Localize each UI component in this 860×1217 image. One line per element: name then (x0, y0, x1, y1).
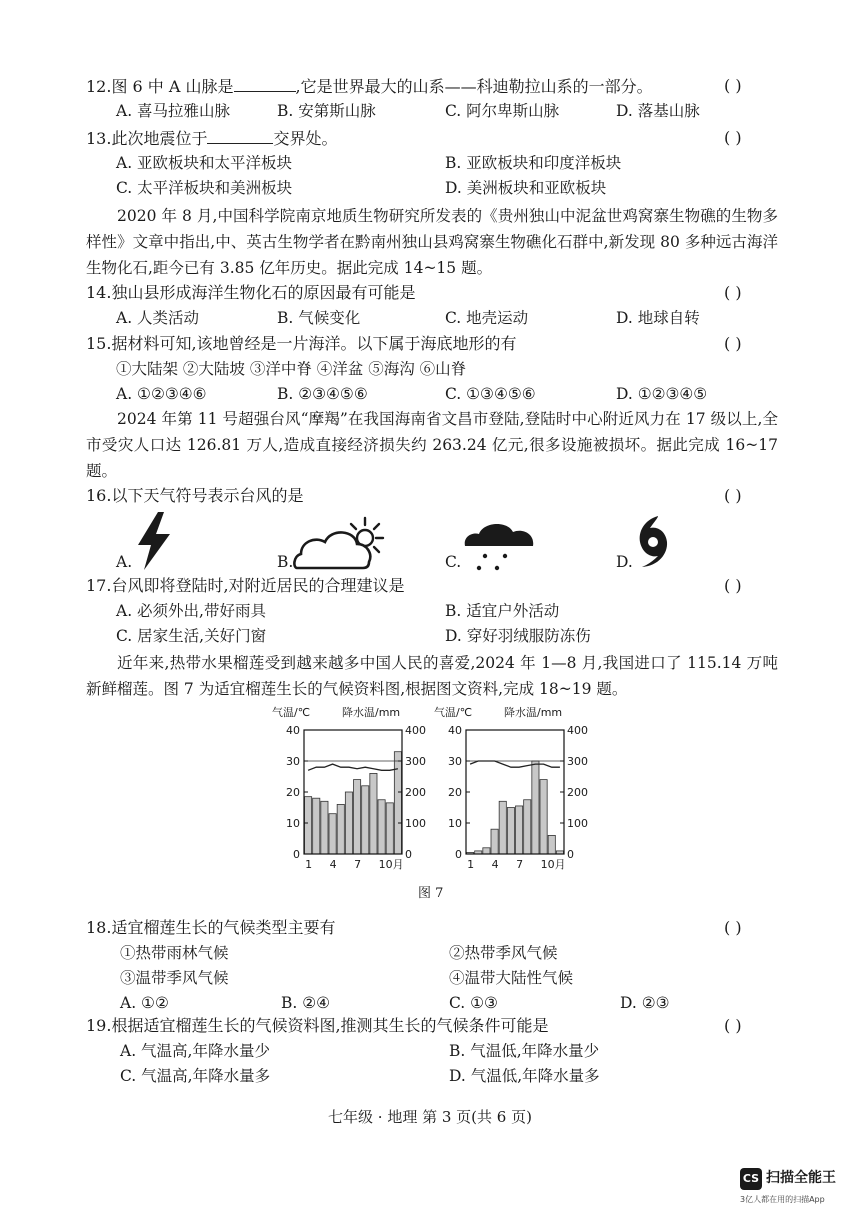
answer-blank[interactable] (234, 74, 296, 92)
climate-chart-left (270, 702, 442, 874)
option-c: C. (445, 553, 462, 571)
precipitation-bar (321, 801, 328, 854)
precipitation-tick-label: 200 (567, 786, 588, 799)
option-c: C. 太平洋板块和美洲板块 (116, 179, 293, 197)
precipitation-bar (345, 792, 352, 854)
precipitation-bar (507, 808, 514, 855)
precipitation-bar (394, 752, 401, 854)
temperature-tick-label: 30 (286, 755, 300, 768)
precipitation-bar (491, 829, 498, 854)
option-c: C. 阿尔卑斯山脉 (445, 102, 560, 120)
option-c: C. 地壳运动 (445, 309, 529, 327)
climate-item-2: ②热带季风气候 (449, 944, 558, 962)
option-b: B. 安第斯山脉 (277, 102, 376, 120)
answer-paren[interactable]: ( ) (724, 334, 742, 353)
option-c: C. ①③ (449, 994, 498, 1012)
question-19-stem: 19.根据适宜榴莲生长的气候资料图,推测其生长的气候条件可能是 (86, 1016, 549, 1035)
temperature-tick-label: 0 (293, 848, 300, 861)
option-a: A. 气温高,年降水量少 (120, 1042, 270, 1060)
question-18-stem: 18.适宜榴莲生长的气候类型主要有 (86, 918, 336, 937)
answer-paren[interactable]: ( ) (724, 1016, 742, 1035)
axis-label-temperature: 气温/℃ (272, 706, 311, 719)
option-d: D. 地球自转 (616, 309, 700, 327)
page-footer: 七年级 · 地理 第 3 页(共 6 页) (328, 1108, 532, 1126)
precipitation-bar (378, 800, 385, 854)
temperature-tick-label: 0 (455, 848, 462, 861)
precipitation-bar (329, 814, 336, 854)
option-a: A. 喜马拉雅山脉 (116, 102, 231, 120)
option-b: B. 适宜户外活动 (445, 602, 560, 620)
precipitation-bar (362, 786, 369, 854)
month-tick-label: 1 (305, 858, 313, 871)
temperature-tick-label: 20 (286, 786, 300, 799)
option-a: A. 人类活动 (116, 309, 200, 327)
precipitation-bar (516, 806, 523, 854)
precipitation-bar (370, 773, 377, 854)
question-13-stem: 13.此次地震位于 交界处。 (86, 126, 337, 151)
option-b: B. (277, 553, 294, 571)
precipitation-tick-label: 400 (405, 724, 426, 737)
precipitation-bar (337, 804, 344, 854)
option-c: C. 气温高,年降水量多 (120, 1067, 271, 1085)
temperature-tick-label: 20 (448, 786, 462, 799)
answer-paren[interactable]: ( ) (724, 486, 742, 505)
temperature-tick-label: 40 (286, 724, 300, 737)
option-d: D. 穿好羽绒服防冻伤 (445, 627, 591, 645)
precipitation-bar (524, 800, 531, 854)
temperature-tick-label: 10 (286, 817, 300, 830)
precipitation-bar (499, 801, 506, 854)
precipitation-tick-label: 0 (405, 848, 412, 861)
option-b: B. 气温低,年降水量少 (449, 1042, 600, 1060)
question-14-stem: 14.独山县形成海洋生物化石的原因最有可能是 (86, 283, 416, 302)
month-tick-label: 10月 (540, 858, 566, 871)
month-tick-label: 1 (467, 858, 475, 871)
answer-paren[interactable]: ( ) (724, 76, 742, 95)
precipitation-tick-label: 400 (567, 724, 588, 737)
precipitation-tick-label: 0 (567, 848, 574, 861)
precipitation-bar (305, 797, 312, 854)
option-d: D. (616, 553, 633, 571)
precipitation-bar (483, 848, 490, 854)
option-a: A. (116, 553, 133, 571)
temperature-line (470, 761, 560, 767)
answer-paren[interactable]: ( ) (724, 128, 742, 147)
option-d: D. 气温低,年降水量多 (449, 1067, 600, 1085)
camscanner-tagline: 3亿人都在用的扫描App (740, 1195, 825, 1204)
temperature-tick-label: 10 (448, 817, 462, 830)
climate-item-1: ①热带雨林气候 (120, 944, 229, 962)
question-16-stem: 16.以下天气符号表示台风的是 (86, 486, 304, 505)
precipitation-tick-label: 200 (405, 786, 426, 799)
axis-label-temperature: 气温/℃ (434, 706, 473, 719)
month-tick-label: 10月 (378, 858, 404, 871)
option-c: C. 居家生活,关好门窗 (116, 627, 267, 645)
question-15-stem: 15.据材料可知,该地曾经是一片海洋。以下属于海底地形的有 (86, 334, 517, 353)
option-d: D. ②③ (620, 994, 670, 1012)
option-a: A. ①② (120, 994, 169, 1012)
precipitation-tick-label: 300 (405, 755, 426, 768)
climate-item-4: ④温带大陆性气候 (449, 969, 574, 987)
option-a: A. 亚欧板块和太平洋板块 (116, 154, 293, 172)
passage-typhoon: 2024 年第 11 号超强台风“摩羯”在我国海南省文昌市登陆,登陆时中心附近风力在 17 级以上,全市受灾人口达 126.81 万人,造成直接经济损失约 263.24 亿元,很多设施被损坏。据此完成 16~17 题。 (86, 410, 778, 480)
axis-label-precipitation: 降水温/mm (504, 706, 563, 719)
option-a: A. ①②③④⑥ (116, 385, 207, 403)
option-b: B. 气候变化 (277, 309, 361, 327)
answer-blank[interactable] (207, 126, 273, 144)
precipitation-bar (313, 798, 320, 854)
answer-paren[interactable]: ( ) (724, 576, 742, 595)
precipitation-bar (386, 803, 393, 854)
option-b: B. ②③④⑤⑥ (277, 385, 368, 403)
axis-label-precipitation: 降水温/mm (342, 706, 401, 719)
option-b: B. ②④ (281, 994, 331, 1012)
precipitation-tick-label: 100 (567, 817, 588, 830)
figure-caption: 图 7 (418, 886, 444, 901)
cloud-snow-icon (463, 520, 535, 572)
passage-fossils: 2020 年 8 月,中国科学院南京地质生物研究所发表的《贵州独山中泥盆世鸡窝寨生物礁的生物多样性》文章中指出,中、英古生物学者在黔南州独山县鸡窝寨生物礁化石群中,新发现 80 多种远古海洋生物化石,距今已有 3.85 亿年历史。据此完成 14~15 题。 (86, 207, 778, 277)
climate-item-3: ③温带季风气候 (120, 969, 229, 987)
month-tick-label: 4 (329, 858, 337, 871)
option-d: D. ①②③④⑤ (616, 385, 708, 403)
precipitation-bar (548, 835, 555, 854)
option-b: B. 亚欧板块和印度洋板块 (445, 154, 622, 172)
lightning-icon (136, 512, 172, 570)
partly-cloudy-icon (293, 516, 385, 570)
option-d: D. 落基山脉 (616, 102, 700, 120)
precipitation-tick-label: 100 (405, 817, 426, 830)
month-tick-label: 7 (354, 858, 362, 871)
typhoon-icon (636, 514, 670, 568)
option-a: A. 必须外出,带好雨具 (116, 602, 266, 620)
temperature-line (308, 764, 398, 770)
precipitation-tick-label: 300 (567, 755, 588, 768)
camscanner-name: 扫描全能王 (766, 1170, 836, 1186)
month-tick-label: 7 (516, 858, 524, 871)
climate-chart-right (432, 702, 604, 874)
option-d: D. 美洲板块和亚欧板块 (445, 179, 607, 197)
month-tick-label: 4 (491, 858, 499, 871)
precipitation-bar (532, 761, 539, 854)
passage-durian: 近年来,热带水果榴莲受到越来越多中国人民的喜爱,2024 年 1—8 月,我国进口了 115.14 万吨新鲜榴莲。图 7 为适宜榴莲生长的气候资料图,根据图文资料,完成 18~19 题。 (86, 654, 778, 698)
precipitation-bar (540, 780, 547, 854)
temperature-tick-label: 40 (448, 724, 462, 737)
question-12-stem: 12.图 6 中 A 山脉是 ,它是世界最大的山系——科迪勒拉山系的一部分。 (86, 74, 653, 99)
temperature-tick-label: 30 (448, 755, 462, 768)
answer-paren[interactable]: ( ) (724, 283, 742, 302)
question-17-stem: 17.台风即将登陆时,对附近居民的合理建议是 (86, 576, 405, 595)
precipitation-bar (354, 780, 361, 854)
answer-paren[interactable]: ( ) (724, 918, 742, 937)
option-c: C. ①③④⑤⑥ (445, 385, 536, 403)
seafloor-items: ①大陆架 ②大陆坡 ③洋中脊 ④洋盆 ⑤海沟 ⑥山脊 (116, 360, 467, 378)
camscanner-logo: CS (740, 1168, 762, 1190)
